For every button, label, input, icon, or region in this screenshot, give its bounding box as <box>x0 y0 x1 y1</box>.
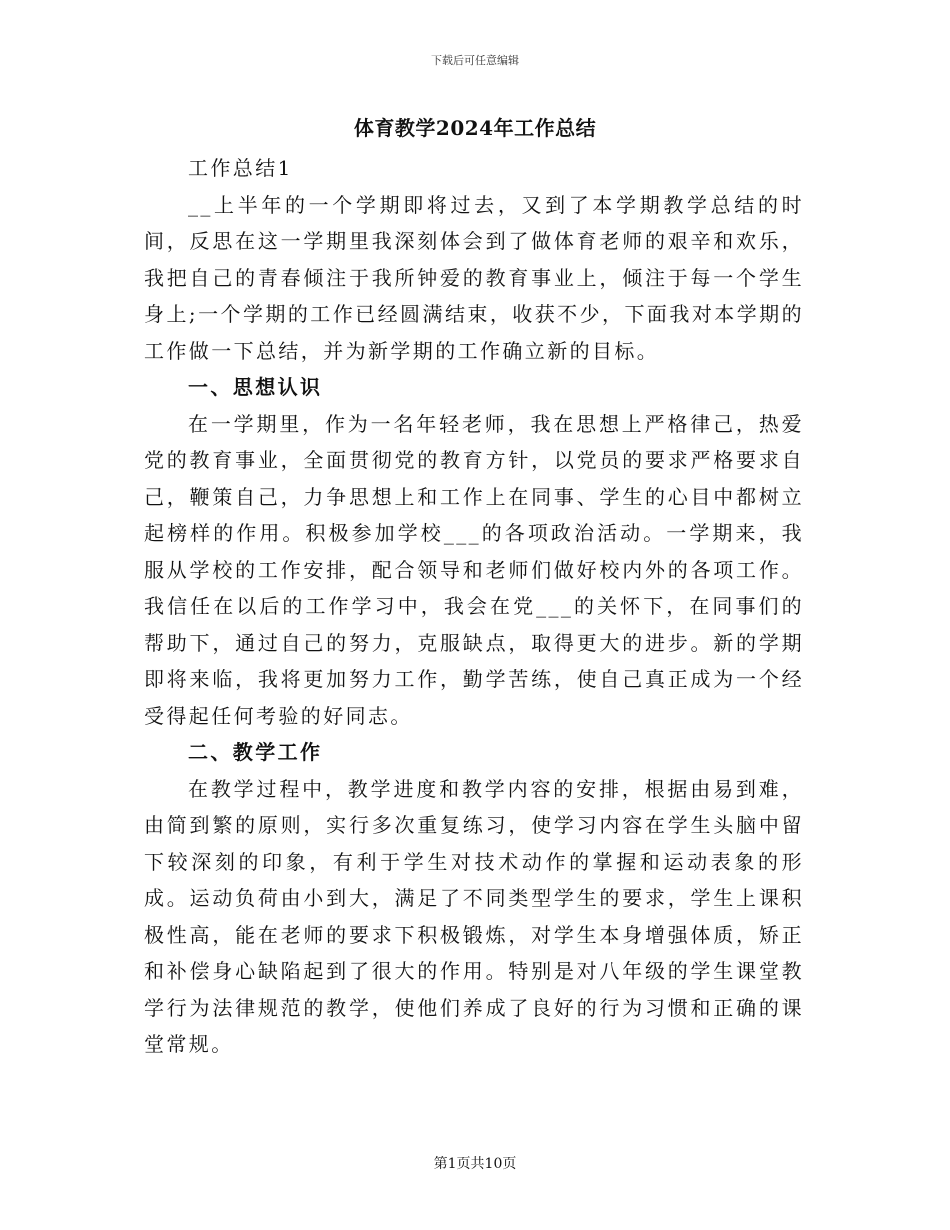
intro-paragraph: __上半年的一个学期即将过去，又到了本学期教学总结的时间，反思在这一学期里我深刻体会到了做体育老师的艰辛和欢乐，我把自己的青春倾注于我所钟爱的教育事业上，倾注于每一个学生身上;一个学期的工作已经圆满结束，收获不少，下面我对本学期的工作做一下总结，并为新学期的工作确立新的目标。 <box>144 192 804 363</box>
page-number: 第1页共10页 <box>433 1156 517 1172</box>
section-label: 工作总结1 <box>188 156 293 180</box>
section-body-teaching: 在教学过程中，教学进度和教学内容的安排，根据由易到难，由简到繁的原则，实行多次重复练习，使学习内容在学生头脑中留下较深刻的印象，有利于学生对技术动作的掌握和运动表象的形成。运动负荷由小到大，满足了不同类型学生的要求，学生上课积极性高，能在老师的要求下积极锻炼，对学生本身增强体质，矫正和补偿身心缺陷起到了很大的作用。特别是对八年级的学生课堂教学行为法律规范的教学，使他们养成了良好的行为习惯和正确的课堂常规。 <box>144 776 804 1056</box>
section-body-ideology: 在一学期里，作为一名年轻老师，我在思想上严格律己，热爱党的教育事业，全面贯彻党的教育方针，以党员的要求严格要求自己，鞭策自己，力争思想上和工作上在同事、学生的心目中都树立起榜样的作用。积极参加学校___的各项政治活动。一学期来，我服从学校的工作安排，配合领导和老师们做好校内外的各项工作。我信任在以后的工作学习中，我会在党___的关怀下，在同事们的帮助下，通过自己的努力，克服缺点，取得更大的进步。新的学期即将来临，我将更加努力工作，勤学苦练，使自己真正成为一个经受得起任何考验的好同志。 <box>144 411 804 728</box>
header-note: 下载后可任意编辑 <box>431 54 519 67</box>
section-heading-ideology: 一、思想认识 <box>188 375 323 399</box>
document-title: 体育教学2024年工作总结 <box>353 116 597 140</box>
document-body <box>144 150 804 1063</box>
section-heading-teaching: 二、教学工作 <box>188 740 323 764</box>
